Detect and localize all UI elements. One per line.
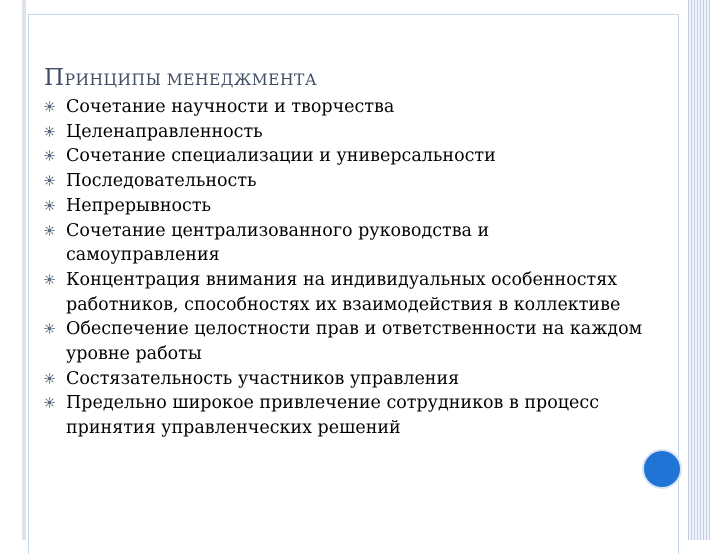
list-item: [44, 367, 644, 392]
sunburst-bullet-icon: [44, 397, 55, 408]
list-item: [44, 268, 644, 317]
sunburst-bullet-icon: [44, 101, 55, 112]
right-decorative-stripes: [688, 0, 710, 540]
sunburst-bullet-icon: [44, 323, 55, 334]
list-item-text: Сочетание централизованного руководства и самоуправления: [66, 220, 490, 266]
list-item-text: Обеспечение целостности прав и ответственности на каждом уровне работы: [66, 319, 643, 365]
title-cap: П: [44, 65, 65, 91]
list-item: [44, 144, 644, 169]
list-item-text: Непрерывность: [66, 195, 212, 216]
bullet-list: [44, 95, 644, 441]
list-item-text: Последовательность: [66, 171, 257, 192]
list-item: [44, 219, 644, 268]
list-item: [44, 391, 644, 440]
sunburst-bullet-icon: [44, 225, 55, 236]
sunburst-bullet-icon: [44, 150, 55, 161]
list-item-text: Предельно широкое привлечение сотрудников в процесс принятия управленческих решений: [66, 393, 599, 439]
sunburst-bullet-icon: [44, 175, 55, 186]
slide-title: [44, 55, 317, 93]
list-item: [44, 95, 644, 120]
left-stripe: [22, 0, 26, 540]
list-item-text: Целенаправленность: [66, 121, 263, 142]
list-item: [44, 317, 644, 366]
sunburst-bullet-icon: [44, 274, 55, 285]
sunburst-bullet-icon: [44, 200, 55, 211]
decorative-blue-circle: [642, 449, 682, 489]
title-rest: РИНЦИПЫ МЕНЕДЖМЕНТА: [64, 71, 318, 89]
list-item-text: Сочетание научности и творчества: [66, 97, 395, 117]
sunburst-bullet-icon: [44, 126, 55, 137]
list-item-text: Концентрация внимания на индивидуальных особенностях работников, способностях их взаимодействия в коллективе: [66, 269, 621, 315]
list-item: [44, 169, 644, 194]
list-item-text: Состязательность участников управления: [66, 368, 460, 389]
list-item-text: Сочетание специализации и универсальности: [66, 146, 496, 167]
list-item: [44, 194, 644, 219]
sunburst-bullet-icon: [44, 373, 55, 384]
list-item: [44, 120, 644, 145]
